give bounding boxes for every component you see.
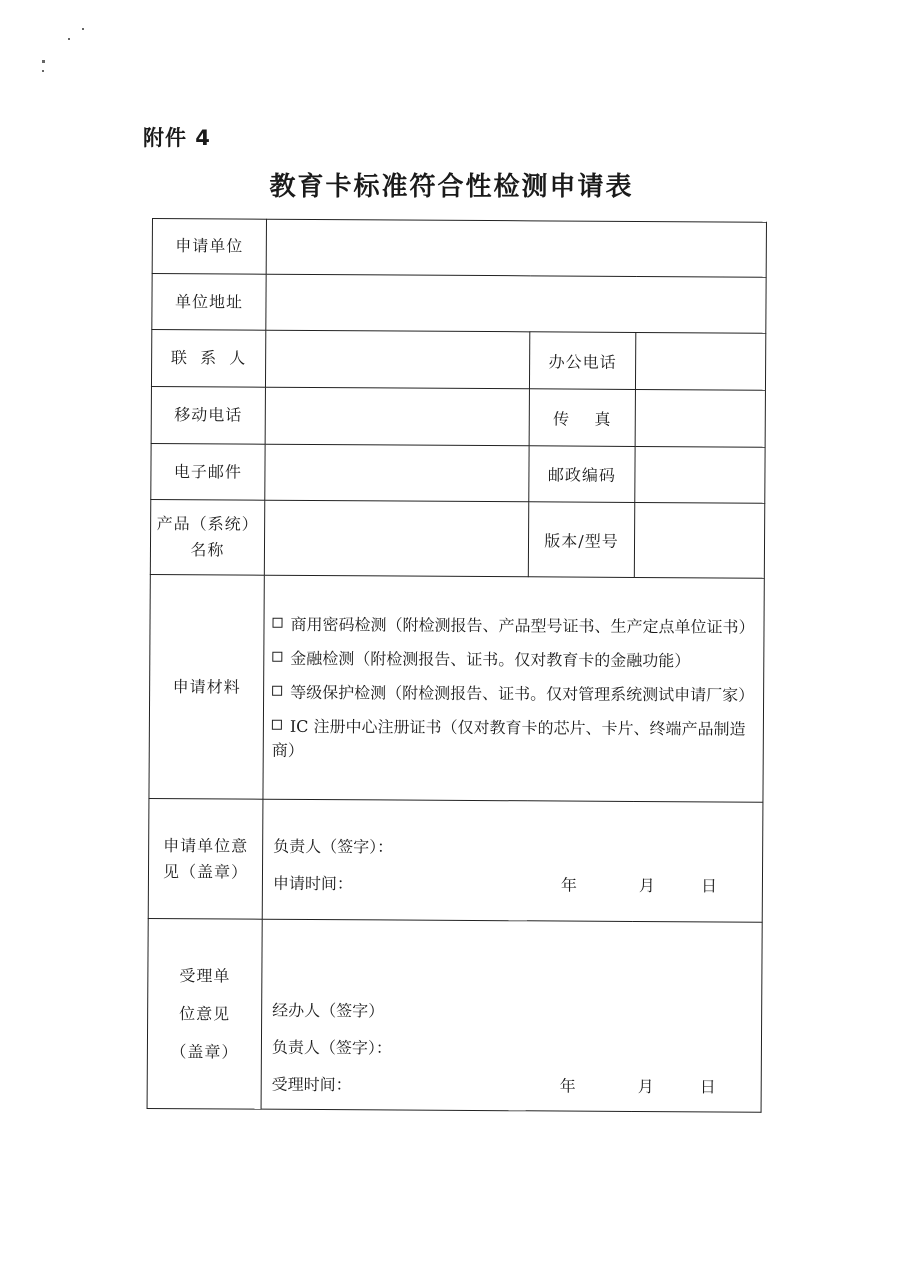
- receiver-opinion-label-line3: （盖章）: [170, 1041, 239, 1062]
- application-form: [147, 218, 767, 1113]
- contact-person-label: 联 系 人: [151, 330, 265, 388]
- material-option-text: IC 注册中心注册证书（仅对教育卡的芯片、卡片、终端产品制造商）: [271, 716, 746, 760]
- materials-options: [263, 575, 764, 802]
- day-label: 日: [699, 1077, 716, 1097]
- contact-person-field[interactable]: [265, 330, 529, 389]
- day-label: 日: [700, 875, 718, 895]
- applicant-time-line: [273, 864, 762, 904]
- materials-label: 申请材料: [149, 574, 264, 799]
- office-phone-field[interactable]: [635, 332, 765, 390]
- applicant-opinion-field[interactable]: [262, 799, 763, 922]
- applicant-unit-field[interactable]: [266, 219, 766, 277]
- scan-speck: [82, 28, 84, 30]
- month-label: 月: [637, 1076, 654, 1097]
- postal-code-label: 邮政编码: [529, 446, 635, 503]
- checkbox[interactable]: [272, 685, 282, 695]
- handler-line: 经办人（签字）: [272, 1000, 385, 1021]
- receiver-responsible-line: 负责人（签字）：: [271, 1037, 393, 1058]
- unit-address-label: 单位地址: [152, 274, 266, 331]
- mobile-phone-label: 移动电话: [151, 386, 265, 444]
- applicant-unit-label: 申请单位: [152, 219, 266, 275]
- applicant-opinion-label-line1: 申请单位意: [163, 835, 249, 856]
- version-model-label: 版本/型号: [528, 502, 634, 578]
- accept-time-label: 受理时间：: [271, 1074, 352, 1095]
- email-label: 电子邮件: [151, 443, 265, 500]
- mobile-phone-field[interactable]: [265, 387, 529, 446]
- fax-field[interactable]: [635, 389, 765, 447]
- attachment-label: 附件 4: [143, 126, 211, 150]
- material-option[interactable]: [272, 714, 755, 765]
- version-model-field[interactable]: [634, 502, 764, 578]
- applicant-opinion-label: [148, 798, 263, 919]
- page-title: 教育卡标准符合性检测申请表: [269, 172, 634, 202]
- scan-speck: [42, 70, 44, 72]
- office-phone-label: 办公电话: [529, 332, 635, 390]
- year-label: 年: [559, 1076, 576, 1096]
- email-field[interactable]: [265, 444, 529, 502]
- receiver-opinion-field[interactable]: [261, 919, 762, 1112]
- material-option-text: 商用密码检测（附检测报告、产品型号证书、生产定点单位证书）: [290, 614, 755, 637]
- receiver-opinion-label: [147, 918, 262, 1109]
- scan-speck: [42, 60, 45, 63]
- fax-label: 传 真: [529, 389, 635, 447]
- year-label: 年: [560, 875, 578, 895]
- receiver-time-line: [272, 1066, 761, 1106]
- material-option[interactable]: [272, 612, 755, 639]
- product-name-label-line2: 名称: [190, 540, 225, 560]
- checkbox[interactable]: [273, 617, 283, 627]
- receiver-opinion-label-line2: 位意见: [179, 1003, 231, 1023]
- material-option-text: 金融检测（附检测报告、证书。仅对教育卡的金融功能）: [290, 648, 691, 670]
- applicant-opinion-label-line2: 见（盖章）: [162, 861, 249, 882]
- receiver-opinion-label-line1: 受理单: [179, 965, 231, 985]
- material-option[interactable]: [272, 680, 755, 707]
- product-name-label-line1: 产品（系统）: [156, 514, 259, 534]
- apply-time-label: 申请时间：: [272, 873, 354, 893]
- product-name-field[interactable]: [264, 500, 528, 577]
- product-name-label: [150, 499, 264, 575]
- checkbox[interactable]: [272, 651, 282, 661]
- applicant-responsible-line: 负责人（签字）：: [273, 836, 394, 856]
- material-option[interactable]: [272, 646, 755, 673]
- material-option-text: 等级保护检测（附检测报告、证书。仅对管理系统测试申请厂家）: [290, 682, 755, 705]
- checkbox[interactable]: [272, 719, 282, 729]
- unit-address-field[interactable]: [266, 274, 766, 333]
- scan-speck: [68, 38, 70, 40]
- month-label: 月: [638, 875, 656, 895]
- postal-code-field[interactable]: [635, 446, 765, 503]
